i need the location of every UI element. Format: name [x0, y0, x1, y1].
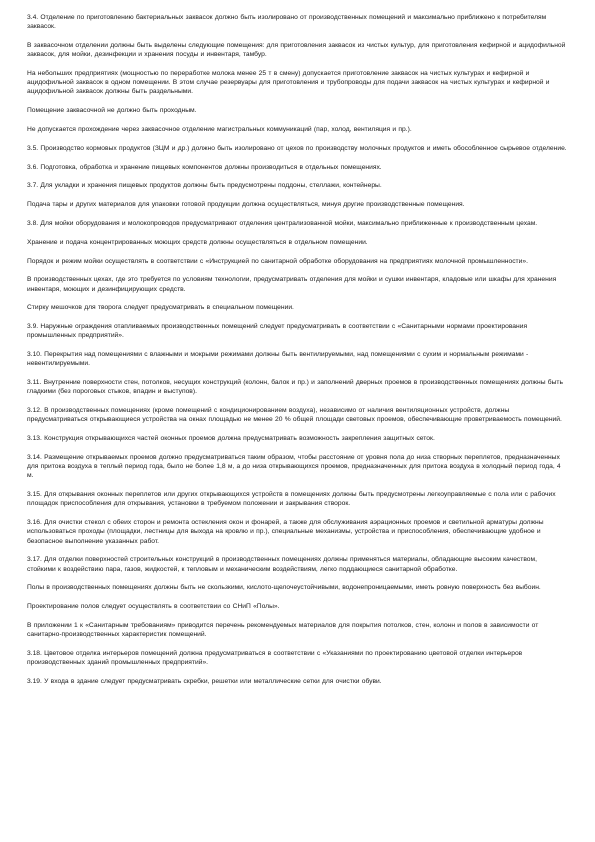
paragraph: 3.14. Размещение открываемых проемов должно предусматриваться таким образом, чтобы расстояние от уровня пола до низа створных переплетов, предназначенных для притока воздуха в теплый период года, было не более 1,8 м, а до низа открывающихся проемов, предназначенных для притока воздуха в холодный период года, 4 м.: [27, 453, 561, 480]
paragraph: 3.17. Для отделки поверхностей строительных конструкций в производственных помещениях должны применяться материалы, обладающие высоким качеством, стойкими к воздействию пара, газов, жидкостей, к тепловым и механическим воздействиям, легко поддающиеся санитарной обработке.: [27, 556, 537, 573]
paragraph: 3.5. Производство кормовых продуктов (ЗЦМ и др.) должно быть изолировано от цехов по производству молочных продуктов и иметь обособленное сырьевое отделение.: [27, 144, 567, 152]
paragraph: 3.4. Отделение по приготовлению бактериальных заквасок должно быть изолировано от производственных помещений и максимально приближено к потребителям заквасок.: [27, 14, 547, 31]
paragraph: На небольших предприятиях (мощностью по переработке молока менее 25 т в смену) допускается приготовление заквасок на чистых культурах и кефирной и ацидофильной заквасок в одном помещении. В этом случае резервуары для приготовления и трубопроводы для подачи заквасок на чистых культурах и кефирной и ацидофильной заквасок должны быть раздельными.: [27, 70, 550, 96]
paragraph: Помещение заквасочной не должно быть проходным.: [27, 107, 197, 115]
paragraph: 3.9. Наружные ограждения отапливаемых производственных помещений следует предусматривать в соответствии с «Санитарными нормами проектирования промышленных предприятий».: [27, 323, 528, 340]
paragraph: В приложении 1 к «Санитарным требованиям» приводится перечень рекомендуемых материалов для покрытия потолков, стен, колонн и полов в зависимости от санитарно-производственных характеристик помещений.: [27, 621, 539, 639]
paragraph: Проектирование полов следует осуществлять в соответствии со СНиП «Полы».: [27, 603, 280, 611]
paragraph: Стирку мешочков для творога следует предусматривать в специальном помещении.: [27, 304, 294, 312]
paragraph: Подача тары и других материалов для упаковки готовой продукции должна осуществляться, минуя другие производственные помещения.: [27, 201, 465, 209]
paragraph: 3.16. Для очистки стекол с обеих сторон и ремонта остекления окон и фонарей, а также для обслуживания аэрационных проемов и светильной арматуры должны использоваться проходы (площадки, лестницы для выхода на кровлю и пр.), специальные механизмы, устройства и приспособления, обеспечивающие удобное и безопасное выполнение указанных работ.: [27, 519, 544, 545]
paragraph: 3.10. Перекрытия над помещениями с влажными и мокрыми режимами должны быть вентилируемыми, над помещениями с сухим и нормальным режимами - невентилируемыми.: [27, 351, 529, 368]
paragraph: Не допускается прохождение через заквасочное отделение магистральных коммуникаций (пар, холод, вентиляция и пр.).: [27, 126, 412, 133]
paragraph: В заквасочном отделении должны быть выделены следующие помещения: для приготовления заквасок из чистых культур, для приготовления кефирной и ацидофильной заквасок, для мойки, дезинфекции и хранения посуды и инвентаря, тамбур.: [27, 42, 566, 59]
paragraph: 3.8. Для мойки оборудования и молокопроводов предусматривают отделения централизованной мойки, максимально приближенные к производственным цехам.: [27, 219, 538, 227]
paragraph: 3.12. В производственных помещениях (кроме помещений с кондиционированием воздуха), независимо от наличия вентиляционных устройств, должны предусматриваться открывающиеся устройства на окнах площадью не менее 20 % общей площади световых проемов, обеспечивающие проветриваемость помещений.: [27, 407, 562, 424]
paragraph: 3.18. Цветовое отделка интерьеров помещений должна предусматриваться в соответствии с «Указаниями по проектированию цветовой отделки интерьеров производственных зданий промышленных предприятий».: [27, 649, 523, 667]
paragraph: Хранение и подача концентрированных моющих средств должны осуществляться в отдельном помещении.: [27, 238, 368, 246]
paragraph: 3.15. Для открывания оконных переплетов или других открывающихся устройств в помещениях должны быть предусмотрены легкоуправляемые с пола или с рабочих площадок приспособления для открывания, установки в требуемом положении и закрывания створок.: [27, 491, 556, 508]
paragraph: Порядок и режим мойки осуществлять в соответствии с «Инструкцией по санитарной обработке оборудования на предприятиях молочной промышленности».: [27, 257, 528, 265]
paragraph: 3.19. У входа в здание следует предусматривать скребки, решетки или металлические сетки для очистки обуви.: [27, 677, 382, 685]
paragraph: 3.6. Подготовка, обработка и хранение пищевых компонентов должны производиться в отдельных помещениях.: [27, 163, 382, 171]
paragraph: 3.7. Для укладки и хранения пищевых продуктов должны быть предусмотрены поддоны, стеллажи, контейнеры.: [27, 182, 382, 190]
paragraph: Полы в производственных помещениях должны быть не скользкими, кислото-щелочеустойчивыми, водонепроницаемыми, иметь ровную поверхность без выбоин.: [27, 584, 541, 592]
paragraph: 3.11. Внутренние поверхности стен, потолков, несущих конструкций (колонн, балок и пр.) и заполнений дверных проемов в производственных помещениях должны быть гладкими (без пороговых стыков, впадин и выступов).: [27, 379, 563, 396]
paragraph: 3.13. Конструкция открывающихся частей оконных проемов должна предусматривать возможность закрепления защитных сеток.: [27, 435, 435, 443]
paragraph: В производственных цехах, где это требуется по условиям технологии, предусматривать отделения для мойки и сушки инвентаря, кладовые или шкафы для хранения инвентаря, моющих и дезинфицирующих средств.: [27, 276, 557, 293]
